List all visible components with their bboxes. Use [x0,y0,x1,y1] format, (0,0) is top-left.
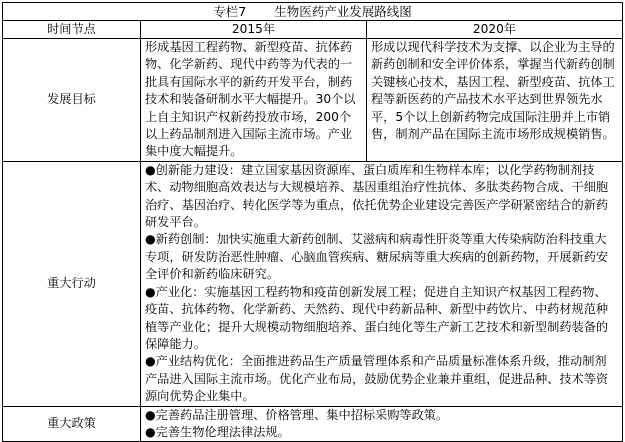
policies-content [141,406,623,442]
title-prefix: 专栏7 [213,4,247,19]
goals-row [3,39,623,162]
actions-label: 重大行动 [3,161,141,406]
goals-2020: 形成以现代科学技术为支撑、以企业为主导的新药创制和安全评价体系，掌握当代新药创制关键核心技术，基因工程、新型疫苗、抗体工程等新医药的产品技术水平达到世界领先水平，5个以上创新药物完成国际注册并上市销售，制剂产品在国际主流市场形成规模销售。 [367,39,623,162]
action-item-new-drugs: ●新药创制：加快实施重大新药创制、艾滋病和病毒性肝炎等重大传染病防治科技重大专项，研发防治恶性肿瘤、心脑血管疾病、糖尿病等重大疾病的创新药物，开展新药安全评价和新药临床研究。 [145,232,609,282]
header-time-node: 时间节点 [3,21,141,39]
action-item-innovation: ●创新能力建设：建立国家基因资源库、蛋白质库和生物样本库；以化学药物制剂技术、动物细胞高效表达与大规模培养、基因重组治疗性抗体、多肽类药物合成、干细胞治疗、基因治疗、转化医学等为重点，依托优势企业建设完善医产学研紧密结合的新药研发平台。 [145,162,609,230]
policy-item-registration: ●完善药品注册管理、价格管理、集中招标采购等政策。 [145,407,449,422]
goals-label: 发展目标 [3,39,141,162]
actions-row [3,161,623,406]
policies-row [3,406,623,442]
header-2020: 2020年 [367,21,623,39]
action-item-structure-optimization: ●产业结构优化：全面推进药品生产质量管理体系和产品质量标准体系升级，推动制剂产品进入国际主流市场。优化产业布局，鼓励优势企业兼并重组，促进品种、技术等资源向优势企业集中。 [145,354,609,404]
header-2015: 2015年 [141,21,367,39]
table-title [3,3,623,21]
roadmap-table [2,2,623,442]
actions-content [141,161,623,406]
action-item-industrialization: ●产业化：实施基因工程药物和疫苗创新发展工程；促进自主知识产权基因工程药物、疫苗、抗体药物、化学新药、天然药、现代中药新品种、新型中药饮片、中药材规范种植等产业化；提升大规模动物细胞培养、蛋白纯化等生产新工艺技术和新型制药装备的保障能力。 [145,284,609,351]
policy-item-bioethics: ●完善生物伦理法律法规。 [145,424,290,439]
header-row [3,21,623,39]
title-row [3,3,623,21]
policies-label: 重大政策 [3,406,141,442]
title-text: 生物医药产业发展路线图 [274,4,412,19]
goals-2015: 形成基因工程药物、新型疫苗、抗体药物、化学新药、现代中药等为代表的一批具有国际水平的新药开发平台，制药技术和装备研制水平大幅提升。30个以上自主知识产权新药投放市场，200个以上药品制剂进入国际主流市场。产业集中度大幅提升。 [141,39,367,162]
